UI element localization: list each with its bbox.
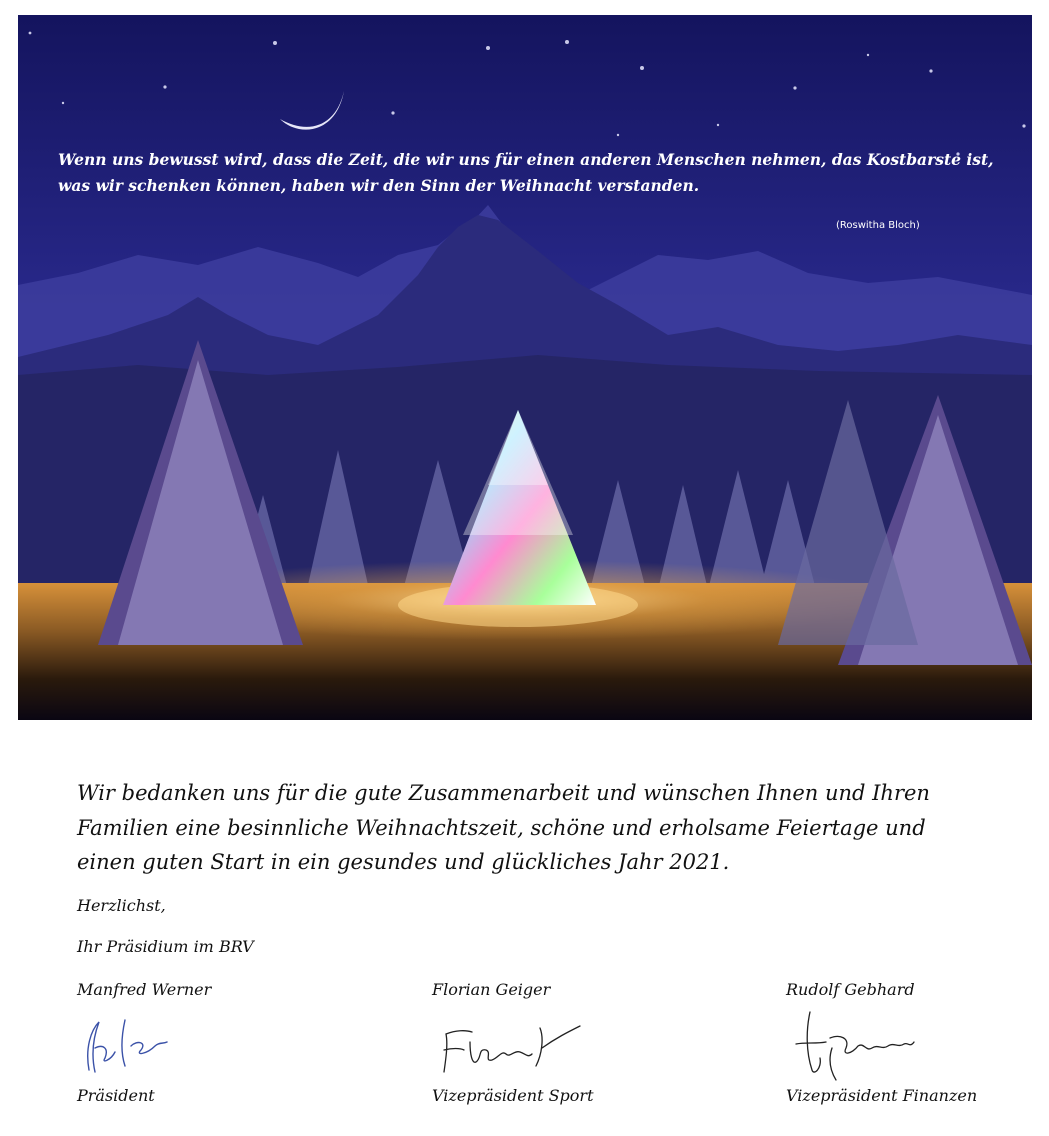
- signatory-vice-president-sport: [432, 980, 692, 1120]
- greeting-message: Wir bedanken uns für die gute Zusammenarbeit und wünschen Ihnen und Ihren Familien eine besinnliche Weihnachtszeit, schöne und erholsame Feiertage und einen guten Start in ein gesundes und glückliches Jahr 2021.: [77, 781, 930, 874]
- signature-image: [786, 1008, 926, 1084]
- signatory-president: [77, 980, 337, 1120]
- signatory-role: Vizepräsident Sport: [432, 1086, 594, 1105]
- signatory-name: Rudolf Gebhard: [786, 980, 915, 999]
- signatory-vice-president-finance: [786, 980, 1046, 1120]
- quote-author: (Roswitha Bloch): [836, 220, 920, 231]
- closing-line: Herzlichst,: [77, 896, 166, 915]
- signatory-name: Florian Geiger: [432, 980, 551, 999]
- signatory-role: Vizepräsident Finanzen: [786, 1086, 978, 1105]
- signatory-role: Präsident: [77, 1086, 155, 1105]
- quote-text: Wenn uns bewusst wird, dass die Zeit, die wir uns für einen anderen Menschen nehmen, das Kostbarste ist, was wir schenken können, haben wir den Sinn der Weihnacht verstanden.: [58, 150, 994, 195]
- christmas-scene-image: [18, 15, 1032, 720]
- sender-team: Ihr Präsidium im BRV: [77, 937, 254, 956]
- signature-image: [432, 1008, 592, 1078]
- signature-image: [77, 1008, 187, 1078]
- signatory-name: Manfred Werner: [77, 980, 212, 999]
